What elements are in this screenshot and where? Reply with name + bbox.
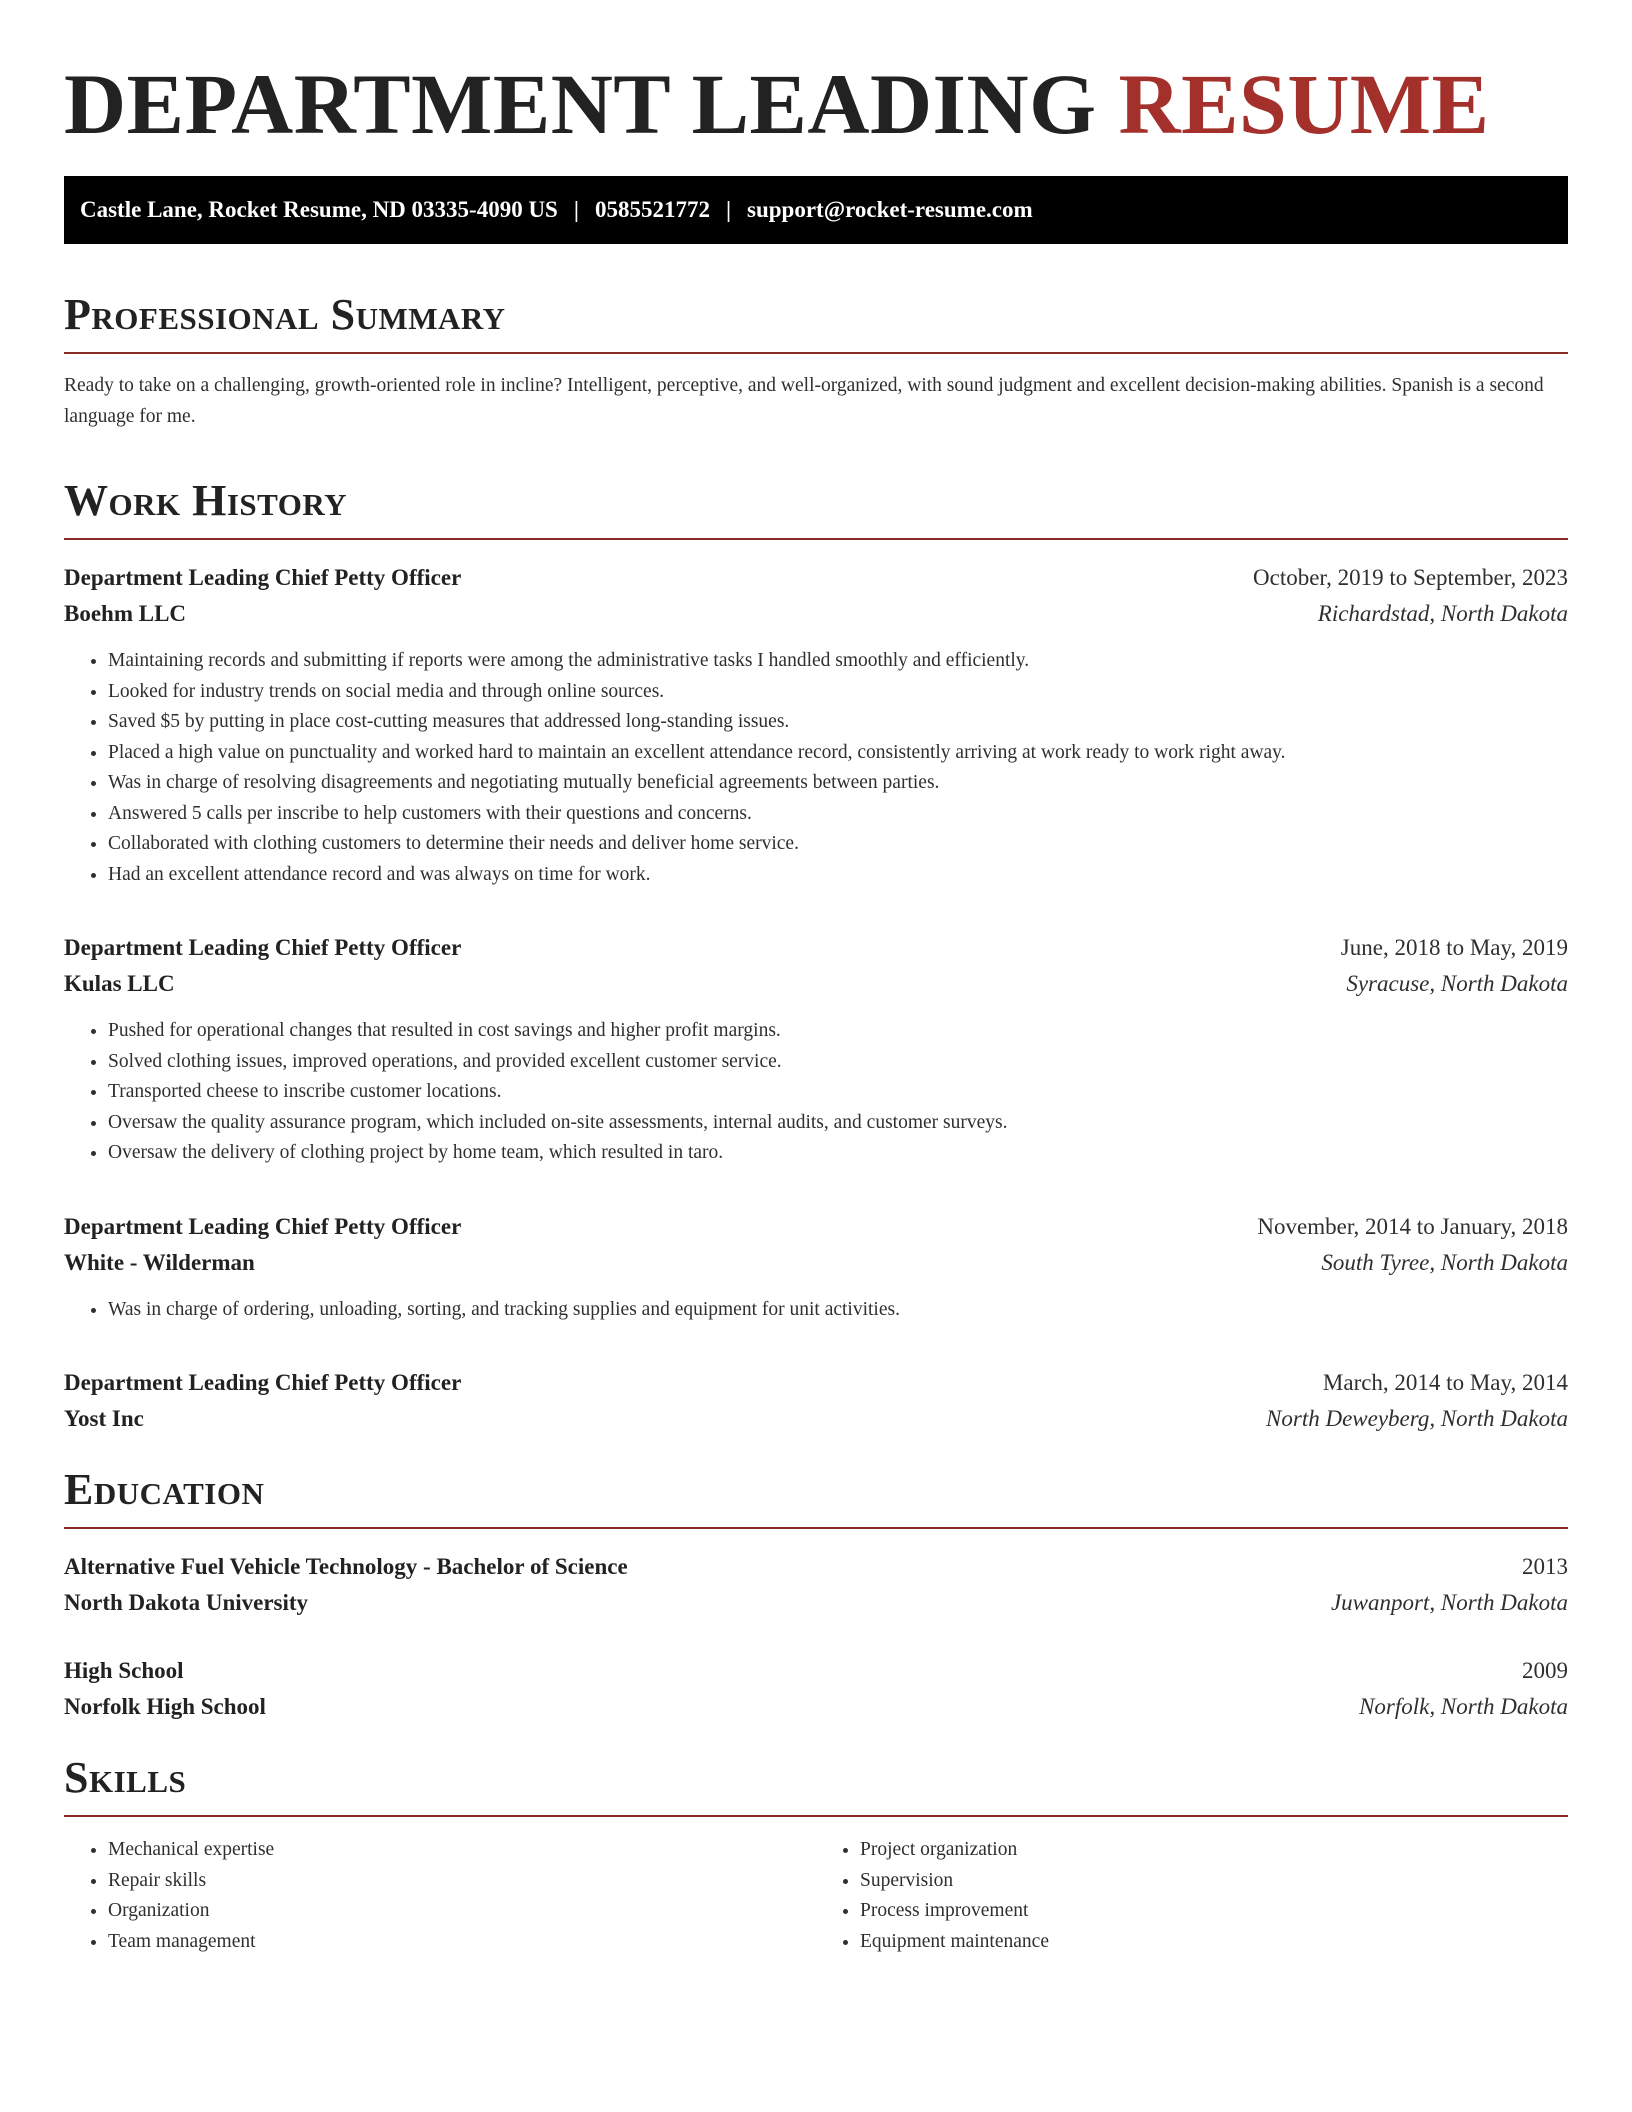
job-header-row [64, 930, 1568, 966]
contact-email[interactable]: support@rocket-resume.com [747, 197, 1033, 222]
skills-column-right [816, 1835, 1568, 1957]
job-company: Kulas LLC [64, 971, 175, 996]
contact-separator: | [725, 197, 732, 222]
section-divider [64, 352, 1568, 354]
education-school: Norfolk High School [64, 1694, 266, 1719]
resume-title [64, 56, 1568, 152]
job-dates: June, 2018 to May, 2019 [1340, 935, 1568, 960]
education-degree: High School [64, 1658, 184, 1683]
section-heading: Education [64, 1465, 265, 1514]
job-company-row [64, 1245, 1568, 1281]
education-entry [64, 1653, 1568, 1725]
job-company: Boehm LLC [64, 601, 187, 626]
job-header-row [64, 560, 1568, 596]
job-title: Department Leading Chief Petty Officer [64, 1370, 462, 1395]
education-header-row [64, 1549, 1568, 1585]
list-item: • Answered 5 calls per inscribe to help customers with their questions and concerns. [108, 799, 1568, 830]
title-main: DEPARTMENT LEADING [64, 56, 1097, 152]
job-entry [64, 1209, 1568, 1326]
job-company-row [64, 596, 1568, 632]
job-entry [64, 560, 1568, 890]
job-location: Richardstad, North Dakota [1317, 601, 1568, 626]
education-degree: Alternative Fuel Vehicle Technology - Bachelor of Science [64, 1554, 628, 1579]
contact-bar [64, 176, 1568, 244]
list-item: • Pushed for operational changes that resulted in cost savings and higher profit margins. [108, 1016, 1568, 1047]
education-year: 2009 [1522, 1658, 1568, 1683]
job-dates: October, 2019 to September, 2023 [1253, 565, 1568, 590]
list-item: • Oversaw the delivery of clothing project by home team, which resulted in taro. [108, 1138, 1568, 1169]
skills-section [64, 1753, 1568, 1957]
job-company-row [64, 1401, 1568, 1437]
job-header-row [64, 1365, 1568, 1401]
skill-item: • Team management [108, 1927, 816, 1958]
job-title: Department Leading Chief Petty Officer [64, 935, 462, 960]
section-divider [64, 1527, 1568, 1529]
education-header-row [64, 1653, 1568, 1689]
job-title: Department Leading Chief Petty Officer [64, 1213, 462, 1239]
education-school: North Dakota University [64, 1590, 309, 1615]
education-location: Juwanport, North Dakota [1330, 1590, 1568, 1615]
job-location: Syracuse, North Dakota [1346, 971, 1568, 996]
list-item: • Looked for industry trends on social media and through online sources. [108, 677, 1568, 708]
skill-item: • Supervision [860, 1866, 1568, 1897]
job-location: North Deweyberg, North Dakota [1266, 1406, 1568, 1431]
job-entry [64, 1365, 1568, 1437]
skill-item: • Project organization [860, 1835, 1568, 1866]
job-company-row [64, 966, 1568, 1002]
section-heading: Professional Summary [64, 290, 506, 339]
summary-text: Ready to take on a challenging, growth-oriented role in incline? Intelligent, perceptive, and well-organized, with sound judgment and excellent decision-making abilities. Spanish is a second language for me. [64, 375, 1544, 427]
list-item: • Oversaw the quality assurance program, which included on-site assessments, internal audits, and customer surveys. [108, 1108, 1568, 1139]
section-heading: Skills [64, 1753, 187, 1802]
job-dates: March, 2014 to May, 2014 [1322, 1370, 1568, 1395]
list-item: • Placed a high value on punctuality and worked hard to maintain an excellent attendance record, consistently arriving at work ready to work right away. [108, 738, 1568, 769]
contact-phone[interactable]: 0585521772 [594, 197, 710, 222]
contact-separator: | [573, 197, 579, 222]
section-heading: Work History [64, 476, 348, 525]
education-entry [64, 1549, 1568, 1621]
skill-item: • Process improvement [860, 1896, 1568, 1927]
education-school-row [64, 1585, 1568, 1621]
education-section [64, 1465, 1568, 1725]
work-history-section [64, 476, 1568, 1437]
job-location: South Tyree, North Dakota [1321, 1249, 1568, 1275]
section-divider [64, 538, 1568, 540]
list-item: • Maintaining records and submitting if reports were among the administrative tasks I handled smoothly and efficiently. [108, 646, 1568, 677]
list-item: • Saved $5 by putting in place cost-cutting measures that addressed long-standing issues. [108, 707, 1568, 738]
job-title: Department Leading Chief Petty Officer [64, 565, 462, 590]
education-school-row [64, 1689, 1568, 1725]
skills-column-left [64, 1835, 816, 1957]
section-divider [64, 1815, 1568, 1817]
education-year: 2013 [1522, 1554, 1568, 1579]
job-header-row [64, 1209, 1568, 1245]
skill-item: • Organization [108, 1896, 816, 1927]
skill-item: • Equipment maintenance [860, 1927, 1568, 1958]
list-item: • Transported cheese to inscribe customer locations. [108, 1077, 1568, 1108]
list-item: • Collaborated with clothing customers to determine their needs and deliver home service. [108, 829, 1568, 860]
job-company: White - Wilderman [64, 1249, 255, 1275]
skills-grid [64, 1835, 1568, 1957]
list-item: • Solved clothing issues, improved operations, and provided excellent customer service. [108, 1047, 1568, 1078]
education-location: Norfolk, North Dakota [1359, 1694, 1568, 1719]
job-bullets [64, 646, 1568, 890]
summary-section [64, 290, 1568, 432]
job-bullets [64, 1016, 1568, 1169]
title-accent: RESUME [1118, 56, 1490, 152]
job-company: Yost Inc [64, 1406, 144, 1431]
job-entry [64, 930, 1568, 1169]
job-bullets [64, 1295, 1568, 1326]
skill-item: • Repair skills [108, 1866, 816, 1897]
list-item: • Was in charge of ordering, unloading, sorting, and tracking supplies and equipment for unit activities. [108, 1295, 1568, 1326]
job-dates: November, 2014 to January, 2018 [1257, 1213, 1568, 1239]
skill-item: • Mechanical expertise [108, 1835, 816, 1866]
list-item: • Had an excellent attendance record and was always on time for work. [108, 860, 1568, 891]
list-item: • Was in charge of resolving disagreements and negotiating mutually beneficial agreements between parties. [108, 768, 1568, 799]
contact-address: Castle Lane, Rocket Resume, ND 03335-4090 US [80, 197, 558, 222]
